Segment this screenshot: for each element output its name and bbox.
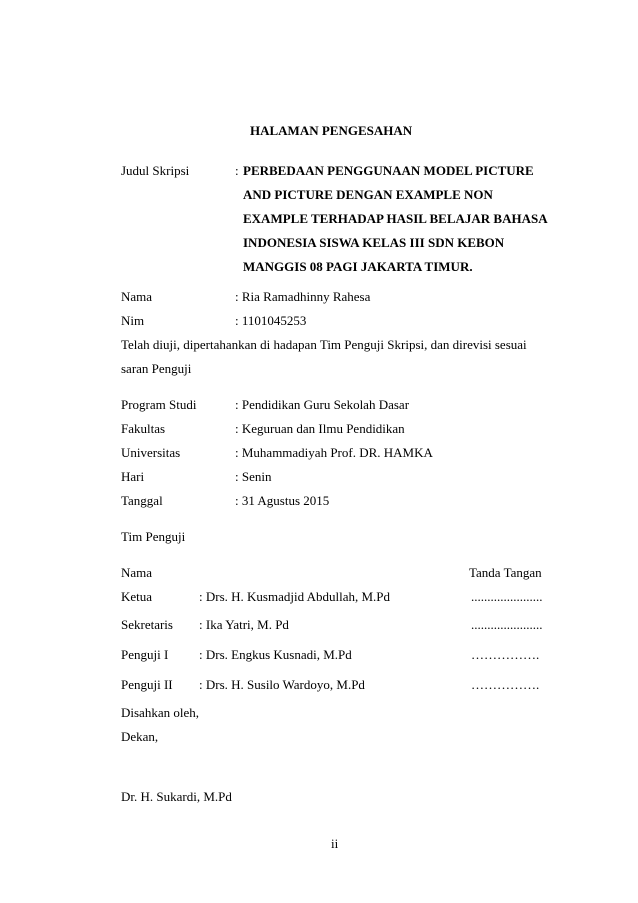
universitas-label: Universitas [121,445,181,460]
fakultas-value: : Keguruan dan Ilmu Pendidikan [235,421,405,436]
judul-line-5: MANGGIS 08 PAGI JAKARTA TIMUR. [243,259,473,274]
page-number: ii [331,836,339,851]
program-studi-label: Program Studi [121,397,197,412]
statement-line-2: saran Penguji [121,361,192,376]
hari-label: Hari [121,469,145,484]
penguji-2-signature-line: ……………. [471,677,540,692]
penguji-2-role: Penguji II [121,677,173,692]
judul-line-3: EXAMPLE TERHADAP HASIL BELAJAR BAHASA [243,211,548,226]
nama-label: Nama [121,289,153,304]
nim-value: : 1101045253 [235,313,307,328]
nim-label: Nim [121,313,145,328]
dekan-label: Dekan, [121,729,159,744]
program-studi-value: : Pendidikan Guru Sekolah Dasar [235,397,410,412]
disahkan-oleh: Disahkan oleh, [121,705,199,720]
tanggal-label: Tanggal [121,493,163,508]
ketua-role: Ketua [121,589,153,604]
judul-colon: : [235,163,239,178]
tanggal-value: : 31 Agustus 2015 [235,493,330,508]
judul-line-4: INDONESIA SISWA KELAS III SDN KEBON [243,235,505,250]
ketua-name: : Drs. H. Kusmadjid Abdullah, M.Pd [199,589,391,604]
hari-value: : Senin [235,469,272,484]
judul-line-1: PERBEDAAN PENGGUNAAN MODEL PICTURE [243,163,534,178]
sekretaris-signature-line: ...................... [471,617,543,632]
penguji-header-signature: Tanda Tangan [469,565,542,580]
penguji-1-signature-line: ……………. [471,647,540,662]
fakultas-label: Fakultas [121,421,166,436]
dekan-name: Dr. H. Sukardi, M.Pd [121,789,232,804]
judul-label: Judul Skripsi [121,163,190,178]
penguji-2-name: : Drs. H. Susilo Wardoyo, M.Pd [199,677,365,692]
ketua-signature-line: ...................... [471,589,543,604]
statement-line-1: Telah diuji, dipertahankan di hadapan Tim Penguji Skripsi, dan direvisi sesuai [121,337,527,352]
sekretaris-name: : Ika Yatri, M. Pd [199,617,289,632]
judul-line-2: AND PICTURE DENGAN EXAMPLE NON [243,187,493,202]
nama-value: : Ria Ramadhinny Rahesa [235,289,371,304]
tim-penguji-heading: Tim Penguji [121,529,186,544]
sekretaris-role: Sekretaris [121,617,173,632]
penguji-1-role: Penguji I [121,647,169,662]
penguji-header-name: Nama [121,565,153,580]
penguji-1-name: : Drs. Engkus Kusnadi, M.Pd [199,647,352,662]
universitas-value: : Muhammadiyah Prof. DR. HAMKA [235,445,433,460]
page-title: HALAMAN PENGESAHAN [250,123,413,138]
